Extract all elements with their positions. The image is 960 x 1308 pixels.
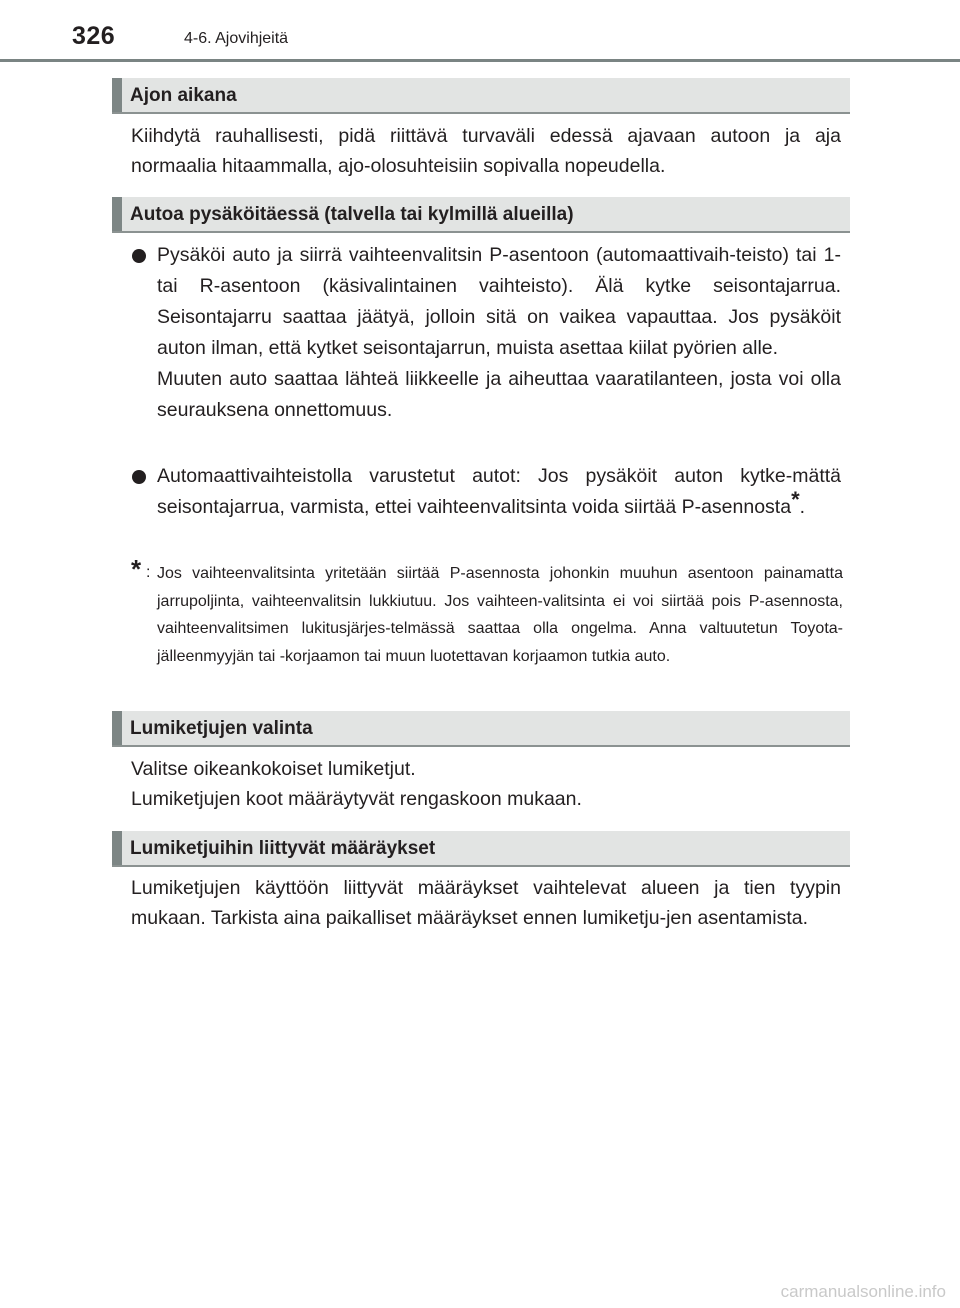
section-heading-text: Lumiketjuihin liittyvät määräykset [130, 838, 436, 859]
footnote [131, 554, 843, 670]
footnote-colon: : [146, 564, 151, 581]
bullet-icon [132, 470, 146, 484]
text-line: Valitse oikeankokoiset lumiketjut. [131, 758, 416, 780]
snow-chain-selection-text [131, 754, 841, 814]
page-number: 326 [72, 22, 116, 50]
footnote-reference: * [791, 487, 800, 512]
bullet-icon [132, 249, 146, 263]
bullet-text: Automaattivaihteistolla varustetut autot: Jos pysäköit auton kytke-mättä seisontajarrua, varmista, ettei vaihteenvalitsinta voida siirtää P-asennosta [157, 465, 841, 518]
section-heading-text: Autoa pysäköitäessä (talvella tai kylmillä alueilla) [130, 204, 574, 225]
section-heading-text: Lumiketjujen valinta [130, 718, 313, 739]
header-divider [0, 59, 960, 62]
text-line: Lumiketjujen koot määräytyvät rengaskoon mukaan. [131, 788, 582, 810]
bullet-text: Pysäköi auto ja siirrä vaihteenvalitsin P-asentoon (automaattivaih-teisto) tai 1- tai R-asentoon (käsivalintainen vaihteisto). Älä kytke seisontajarrua. Seisontajarru saattaa jäätyä, jolloin sitä on vaikea vapauttaa. Jos pysäköit auton ilman, että kytket seisontajarrun, muista asettaa kiilat pyörien alle. [157, 244, 841, 359]
bullet-item-automatic [131, 461, 841, 523]
section-heading-driving [112, 78, 850, 114]
snow-chain-regulations-paragraph: Lumiketjujen käyttöön liittyvät määräykset vaihtelevat alueen ja tien tyypin mukaan. Tarkista aina paikalliset määräykset ennen lumiketju-jen asentamista. [131, 877, 841, 929]
chapter-title: 4-6. Ajovihjeitä [184, 30, 289, 47]
footnote-text: Jos vaihteenvalitsinta yritetään siirtää P-asennosta johonkin muuhun asentoon painamatta jarrupoljinta, vaihteenvalitsin lukkiutuu. Jos vaihteen-valitsinta ei voi siirtää pois P-asennosta, vaihteenvalitsimen lukitusjärjes-telmässä saattaa olla ongelma. Anna valtuutetun Toyota-jälleenmyyjän tai -korjaamon tai muun luotettavan korjaamon tutkia auto. [157, 565, 843, 665]
section-heading-snow-chain-selection [112, 711, 850, 747]
heading-accent [112, 78, 122, 112]
section-heading-snow-chain-regulations [112, 831, 850, 867]
footnote-marker: * [131, 554, 142, 584]
bullet-text-end: . [799, 496, 806, 518]
heading-accent [112, 711, 122, 745]
heading-accent [112, 831, 122, 865]
page-header [0, 0, 960, 62]
heading-accent [112, 197, 122, 231]
bullet-text-continued: Muuten auto saattaa lähteä liikkeelle ja aiheuttaa vaaratilanteen, josta voi olla seurauksena onnettomuus. [157, 368, 841, 421]
driving-paragraph: Kiihdytä rauhallisesti, pidä riittävä turvaväli edessä ajavaan autoon ja aja normaalia hitaammalla, ajo-olosuhteisiin sopivalla nopeudella. [131, 125, 841, 177]
bullet-item-parking-brake [131, 240, 841, 426]
watermark: carmanualsonline.info [780, 1282, 946, 1301]
section-heading-text: Ajon aikana [130, 85, 237, 106]
section-heading-parking [112, 197, 850, 233]
